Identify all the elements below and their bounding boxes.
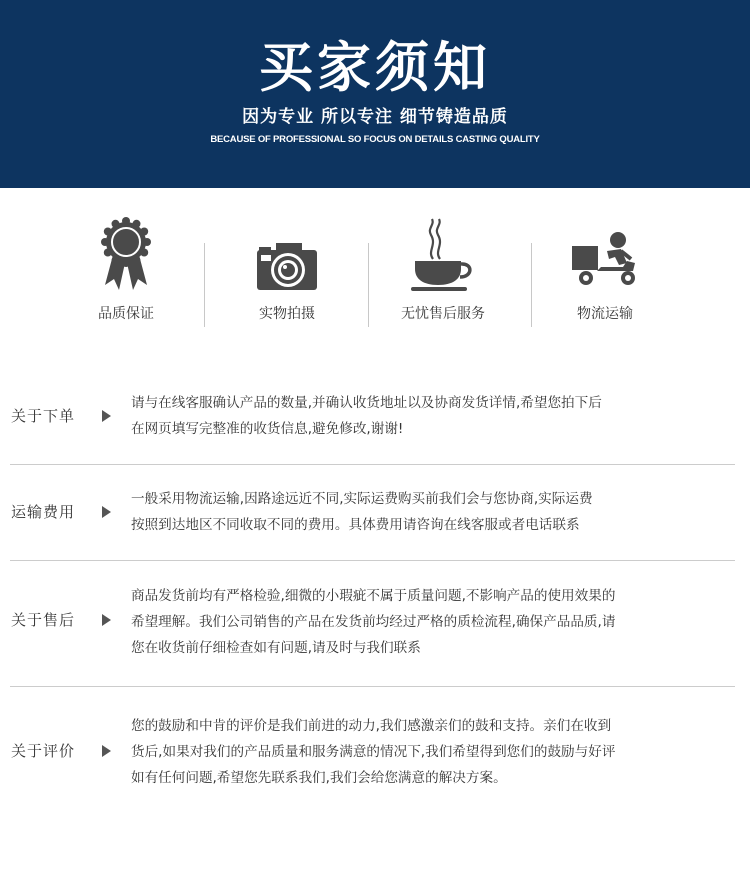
divider xyxy=(10,686,735,687)
section-line: 希望理解。我们公司销售的产品在发货前均经过严格的质检流程,确保产品品质,请 xyxy=(131,614,616,630)
page-title: 买家须知 xyxy=(259,36,491,99)
section-line: 一般采用物流运输,因路途远近不同,实际运费购买前我们会与您协商,实际运费 xyxy=(131,491,593,507)
divider xyxy=(531,243,532,327)
section-line: 货后,如果对我们的产品质量和服务满意的情况下,我们希望得到您们的鼓励与好评 xyxy=(131,744,616,760)
section-line: 在网页填写完整准的收货信息,避免修改,谢谢! xyxy=(131,421,404,437)
arrow-right-icon xyxy=(102,745,111,757)
divider xyxy=(10,464,735,465)
subtitle-chinese: 因为专业 所以专注 细节铸造品质 xyxy=(242,107,508,127)
section-line: 按照到达地区不同收取不同的费用。具体费用请咨询在线客服或者电话联系 xyxy=(131,517,580,533)
section-body xyxy=(131,486,721,538)
feature-label: 无忧售后服务 xyxy=(401,306,485,322)
header-banner xyxy=(0,0,750,188)
subtitle-english: BECAUSE OF PROFESSIONAL SO FOCUS ON DETAILS CASTING QUALITY xyxy=(210,134,540,145)
section-body xyxy=(131,713,721,791)
coffee-cup-icon xyxy=(368,215,518,295)
feature-label: 物流运输 xyxy=(577,306,633,322)
section-line: 您在收货前仔细检查如有问题,请及时与我们联系 xyxy=(131,640,421,656)
feature-label: 品质保证 xyxy=(98,306,154,322)
section-heading: 关于下单 xyxy=(11,407,76,425)
section-heading: 关于评价 xyxy=(11,742,76,760)
arrow-right-icon xyxy=(102,506,111,518)
arrow-right-icon xyxy=(102,410,111,422)
divider xyxy=(204,243,205,327)
section-line: 您的鼓励和中肯的评价是我们前进的动力,我们感激亲们的鼓和支持。亲们在收到 xyxy=(131,718,612,734)
arrow-right-icon xyxy=(102,614,111,626)
section-heading: 运输费用 xyxy=(11,503,76,521)
section-line: 如有任何问题,希望您先联系我们,我们会给您满意的解决方案。 xyxy=(131,770,507,786)
section-body xyxy=(131,390,721,442)
section-line: 请与在线客服确认产品的数量,并确认收货地址以及协商发货详情,希望您拍下后 xyxy=(131,395,602,411)
delivery-scooter-icon xyxy=(530,215,680,295)
feature-strip xyxy=(0,215,750,335)
divider xyxy=(10,560,735,561)
section-line: 商品发货前均有严格检验,细微的小瑕疵不属于质量问题,不影响产品的使用效果的 xyxy=(131,588,616,604)
camera-icon xyxy=(212,215,362,295)
rosette-badge-icon xyxy=(51,215,201,295)
section-heading: 关于售后 xyxy=(11,611,76,629)
section-body xyxy=(131,583,721,661)
feature-label: 实物拍摄 xyxy=(259,306,315,322)
divider xyxy=(368,243,369,327)
